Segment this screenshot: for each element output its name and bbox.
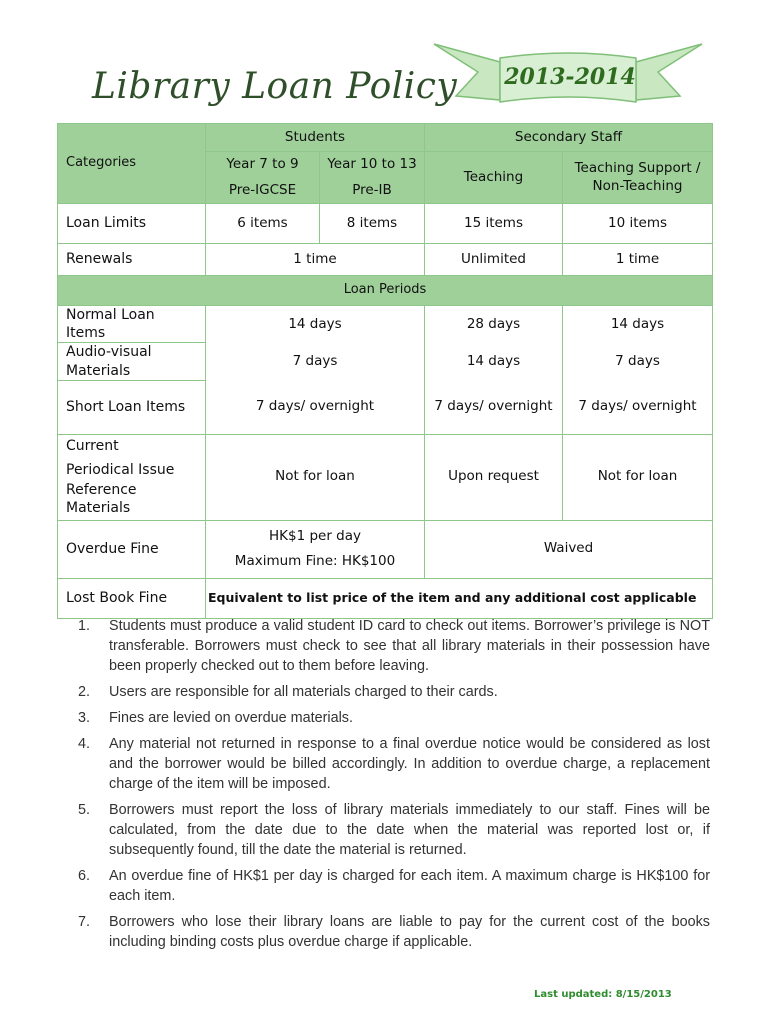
overdue-staff: Waived	[425, 520, 713, 578]
staff-header: Secondary Staff	[425, 124, 713, 152]
table-row	[58, 204, 713, 244]
loan-limit-support: 10 items	[563, 204, 713, 244]
normal-label-line2: Items	[66, 325, 106, 342]
table-row	[58, 380, 713, 434]
row-label-loan-limits: Loan Limits	[58, 204, 206, 244]
year10-header	[320, 152, 425, 204]
short-students: 7 days/ overnight	[206, 380, 425, 434]
rule-text: Any material not returned in response to a final overdue notice would be considered as lost and the borrower would be billed accordingly. In addition to overdue charge, a replacement charge of the item will be imposed.	[109, 736, 710, 792]
renewals-support: 1 time	[563, 244, 713, 276]
renewals-teaching: Unlimited	[425, 244, 563, 276]
list-item	[74, 912, 710, 952]
short-support: 7 days/ overnight	[563, 380, 713, 434]
year7-line2: Pre-IGCSE	[228, 181, 297, 198]
current-label-line2: Periodical Issue	[66, 462, 175, 479]
year7-header	[206, 152, 320, 204]
support-line1: Teaching Support /	[574, 159, 701, 176]
table-row	[58, 343, 713, 380]
loan-limit-y10: 8 items	[320, 204, 425, 244]
normal-students: 14 days	[206, 306, 425, 343]
rule-number: 3.	[78, 710, 91, 726]
normal-support: 14 days	[563, 306, 713, 343]
rule-number: 6.	[78, 868, 91, 884]
list-item	[74, 616, 710, 676]
av-students: 7 days	[206, 343, 425, 380]
current-support: Not for loan	[563, 434, 713, 520]
row-label-overdue: Overdue Fine	[58, 520, 206, 578]
list-item	[74, 734, 710, 794]
current-label-line3: Reference	[66, 482, 137, 499]
teaching-header: Teaching	[425, 152, 563, 204]
table-row	[58, 434, 713, 520]
loan-periods-header: Loan Periods	[58, 276, 713, 306]
rule-text: Borrowers who lose their library loans are liable to pay for the current cost of the books including binding costs plus overdue charge if applicable.	[109, 914, 710, 950]
normal-teaching: 28 days	[425, 306, 563, 343]
row-label-short: Short Loan Items	[58, 380, 206, 434]
rule-number: 5.	[78, 802, 91, 818]
rule-text: An overdue fine of HK$1 per day is charged for each item. A maximum charge is HK$100 for each item.	[109, 868, 710, 904]
current-teaching: Upon request	[425, 434, 563, 520]
loan-limit-teaching: 15 items	[425, 204, 563, 244]
rule-text: Fines are levied on overdue materials.	[109, 710, 353, 726]
renewals-students: 1 time	[206, 244, 425, 276]
list-item	[74, 866, 710, 906]
normal-label-line1: Normal Loan	[66, 307, 155, 323]
table-row	[58, 306, 713, 343]
year-label: 2013-2014	[504, 64, 636, 90]
row-label-renewals: Renewals	[58, 244, 206, 276]
list-item	[74, 708, 710, 728]
list-item	[74, 800, 710, 860]
overdue-students	[206, 520, 425, 578]
rules-list	[74, 616, 710, 958]
av-label-line1: Audio-visual	[66, 344, 152, 361]
row-label-lost: Lost Book Fine	[58, 578, 206, 618]
table-row	[58, 578, 713, 618]
table-row	[58, 520, 713, 578]
loan-policy-table	[57, 123, 713, 619]
year7-line1: Year 7 to 9	[226, 155, 299, 172]
year10-line1: Year 10 to 13	[327, 155, 417, 172]
rule-text: Users are responsible for all materials charged to their cards.	[109, 684, 498, 700]
row-label-av	[58, 343, 206, 380]
lost-book-fine-text: Equivalent to list price of the item and any additional cost applicable	[206, 578, 713, 618]
av-label-line2: Materials	[66, 362, 131, 379]
last-updated: Last updated: 8/15/2013	[534, 989, 672, 1000]
av-teaching: 14 days	[425, 343, 563, 380]
year10-line2: Pre-IB	[352, 181, 392, 198]
overdue-students-line1: HK$1 per day	[268, 527, 362, 544]
av-support: 7 days	[563, 343, 713, 380]
list-item	[74, 682, 710, 702]
page-title: Library Loan Policy	[92, 66, 458, 107]
rule-text: Students must produce a valid student ID card to check out items. Borrower’s privilege is NOT transferable. Borrowers must check to see that all library materials in their possession have been properly checked out to them before leaving.	[109, 618, 710, 674]
overdue-students-line2: Maximum Fine: HK$100	[234, 553, 396, 570]
rule-number: 4.	[78, 736, 91, 752]
current-label-line1: Current	[66, 437, 119, 454]
categories-header: Categories	[58, 124, 206, 204]
support-header	[563, 152, 713, 204]
current-students: Not for loan	[206, 434, 425, 520]
rule-number: 2.	[78, 684, 91, 700]
table-row	[58, 244, 713, 276]
row-label-normal	[58, 306, 206, 343]
support-line2: Non-Teaching	[592, 177, 683, 194]
loan-limit-y7: 6 items	[206, 204, 320, 244]
students-header: Students	[206, 124, 425, 152]
rule-text: Borrowers must report the loss of library materials immediately to our staff. Fines will be calculated, from the date due to the date when the material was reported lost or, if subsequently found, till the date the material is returned.	[109, 802, 710, 858]
row-label-current	[58, 434, 206, 520]
short-teaching: 7 days/ overnight	[425, 380, 563, 434]
rule-number: 7.	[78, 914, 91, 930]
rule-number: 1.	[78, 618, 91, 634]
current-label-line4: Materials	[66, 500, 131, 517]
